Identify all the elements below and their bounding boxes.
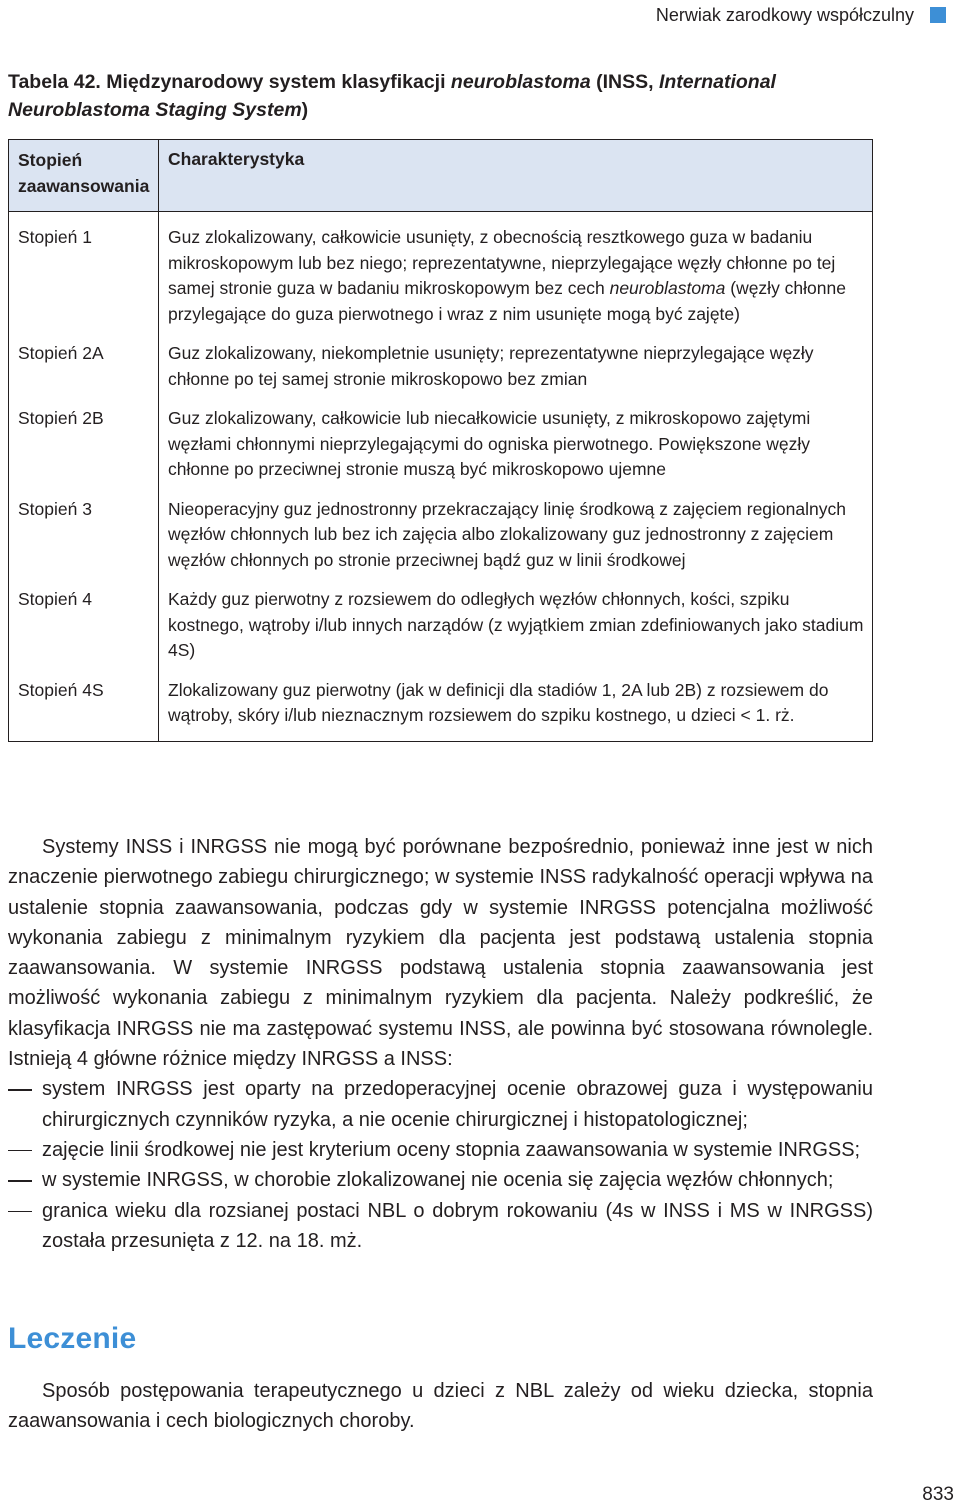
table-row — [9, 582, 873, 673]
section-paragraph: Sposób postępowania terapeutycznego u dzieci z NBL zależy od wieku dziecka, stopnia zaawansowania i cech biologicznych choroby. — [8, 1380, 873, 1433]
stage-cell: Stopień 4 — [9, 582, 159, 673]
stage-cell: Stopień 3 — [9, 492, 159, 583]
section-heading: Leczenie — [8, 1322, 137, 1355]
table-row — [9, 492, 873, 583]
table-row — [9, 336, 873, 401]
dash-bullet — [8, 1150, 32, 1152]
table-caption — [8, 68, 868, 124]
stage-cell: Stopień 1 — [9, 212, 159, 337]
table-row — [9, 401, 873, 492]
caption-italic-neuroblastoma: neuroblastoma — [450, 71, 591, 93]
description-cell: Zlokalizowany guz pierwotny (jak w definicji dla stadiów 1, 2A lub 2B) z rozsiewem do wątroby, skóry i/lub nieznacznym rozsiewem do szpiku kostnego, u dzieci < 1. rż. — [159, 673, 873, 742]
column-header-characteristics: Charakterystyka — [159, 140, 873, 212]
differences-list — [8, 1074, 873, 1256]
running-head — [656, 3, 946, 27]
description-text: (węzły chłonne przylegające do guza pierwotnego i wraz z nim usunięte mogą być zajęte) — [168, 278, 846, 324]
page-number: 833 — [922, 1484, 954, 1505]
caption-italic-system-name: International Neuroblastoma Staging System — [8, 71, 776, 121]
body-paragraph: Systemy INSS i INRGSS nie mogą być porównane bezpośrednio, ponieważ inne jest w nich znaczenie pierwotnego zabiegu chirurgicznego; w systemie INSS radykalność operacji wpływa na ustalenie stopnia zaawansowania, podczas gdy w systemie INRGSS potencjalna możliwość wykonania zabiegu z minimalnym ryzykiem dla pacjenta jest podstawą ustalenia stopnia zaawansowania. W systemie INRGSS podstawą ustalenia stopnia zaawansowania jest możliwość wykonania zabiegu z minimalnym ryzykiem dla pacjenta. Należy podkreślić, że klasyfikacja INRGSS nie ma zastępować systemu INSS, ale powinna być stosowana równolegle. Istnieją 4 główne różnice między INRGSS a INSS: — [8, 836, 873, 1071]
body-text — [8, 832, 873, 1256]
dash-bullet — [8, 1211, 32, 1213]
section-body — [8, 1376, 873, 1437]
list-item-text: w systemie INRGSS, w chorobie zlokalizowanej nie ocenia się zajęcia węzłów chłonnych; — [42, 1169, 834, 1192]
description-cell: Nieoperacyjny guz jednostronny przekraczający linię środkową z zajęciem regionalnych węzłów chłonnych lub bez ich zajęcia albo zlokalizowany guz jednostronny z zajęciem węzłów chłonnych po stronie przeciwnej bądź guz w linii środkowej — [159, 492, 873, 583]
list-item-text: granica wieku dla rozsianej postaci NBL o dobrym rokowaniu (4s w INSS i MS w INRGSS) została przesunięta z 12. na 18. mż. — [42, 1199, 873, 1252]
stage-cell: Stopień 2A — [9, 336, 159, 401]
caption-prefix: Tabela 42. Międzynarodowy system klasyfikacji — [8, 71, 451, 93]
dash-bullet — [8, 1089, 32, 1091]
list-item — [8, 1165, 873, 1195]
description-cell: Guz zlokalizowany, niekompletnie usunięty; reprezentatywne nieprzylegające węzły chłonne po tej samej stronie mikroskopowo bez zmian — [159, 336, 873, 401]
table-row — [9, 673, 873, 742]
staging-table — [8, 139, 873, 742]
list-item — [8, 1135, 873, 1165]
section-marker-square — [930, 7, 946, 23]
caption-middle: (INSS, — [590, 71, 659, 93]
stage-cell: Stopień 2B — [9, 401, 159, 492]
list-item-text: system INRGSS jest oparty na przedoperacyjnej ocenie obrazowej guza i występowaniu chirurgicznych czynników ryzyka, a nie ocenie chirurgicznej i histopatologicznej; — [42, 1078, 873, 1131]
description-cell — [159, 212, 873, 337]
list-item — [8, 1074, 873, 1135]
list-item — [8, 1196, 873, 1257]
stage-cell: Stopień 4S — [9, 673, 159, 742]
table-row — [9, 212, 873, 337]
description-text: Guz zlokalizowany, całkowicie usunięty, z obecnością resztkowego guza w badaniu mikroskopowym lub bez niego; reprezentatywne, nieprzylegające węzły chłonne po tej samej stronie guza w badaniu mikroskopowym bez cech — [168, 227, 836, 298]
table-header-row — [9, 140, 873, 212]
column-header-stage: Stopień zaawansowania — [9, 140, 159, 212]
description-italic: neuroblastoma — [609, 278, 726, 298]
running-title: Nerwiak zarodkowy współczulny — [655, 4, 914, 25]
dash-bullet — [8, 1180, 32, 1182]
caption-suffix: ) — [301, 99, 309, 121]
description-cell: Każdy guz pierwotny z rozsiewem do odległych węzłów chłonnych, kości, szpiku kostnego, wątroby i/lub innych narządów (z wyjątkiem zmian zdefiniowanych jako stadium 4S) — [159, 582, 873, 673]
description-cell: Guz zlokalizowany, całkowicie lub niecałkowicie usunięty, z mikroskopowo zajętymi węzłami chłonnymi nieprzylegającymi do ogniska pierwotnego. Powiększone węzły chłonne po przeciwnej stronie muszą być mikroskopowo ujemne — [159, 401, 873, 492]
list-item-text: zajęcie linii środkowej nie jest kryterium oceny stopnia zaawansowania w systemie INRGSS; — [42, 1138, 861, 1161]
